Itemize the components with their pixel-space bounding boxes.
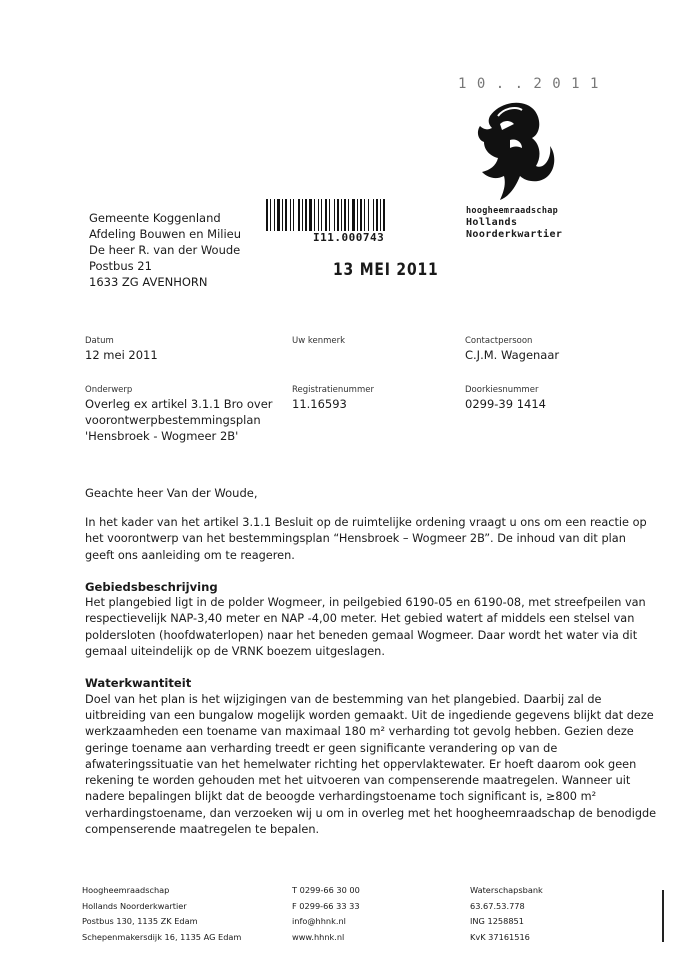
body-line: compenserende maatregelen te bepalen. [85,823,320,837]
section-paragraph-waterkwantiteit [85,692,675,839]
footer-line: Hollands Noorderkwartier [82,900,187,911]
doorkies-label: Doorkiesnummer [465,385,539,395]
recipient-line: Postbus 21 [89,259,152,273]
footer-website-link[interactable]: www.hhnk.nl [292,931,345,942]
body-line: geringe toename aan verharding treedt er geen significante verandering op van de [85,741,558,755]
body-line: gemaal uiteindelijk op de VRNK boezem uitgeslagen. [85,645,385,659]
body-line: In het kader van het artikel 3.1.1 Besluit op de ruimtelijke ordening vraagt u ons om een reactie op [85,516,647,529]
onderwerp-label: Onderwerp [85,385,133,395]
logo-line1: hoogheemraadschap [466,206,559,216]
recipient-line: Gemeente Koggenland [89,211,221,225]
body-line: nadere bepalingen blijkt dat de beoogde verhardingstoename toch significant is, ≥800 m² [85,790,597,804]
recipient-line: Afdeling Bouwen en Milieu [89,227,242,241]
recipient-line: De heer R. van der Woude [89,243,241,257]
footer-line: Postbus 130, 1135 ZK Edam [82,916,198,926]
footer-address [82,883,241,945]
section-paragraph-gebied [85,595,675,660]
footer-bank [470,883,543,945]
onderwerp-line: Overleg ex artikel 3.1.1 Bro over [85,397,273,411]
footer-line: 63.67.53.778 [470,900,525,911]
body-line: uitbreiding van een bungalow mogelijk worden gemaakt. Uit de ingediende gegevens blijkt dat deze [85,708,654,722]
letter-body [85,515,675,838]
salutation: Geachte heer Van der Woude, [85,486,258,500]
hhnk-logo-text [466,206,562,241]
body-line: poldersloten (hoofdwaterlopen) naar het beneden gemaal Wogmeer. Daar wordt het water via dit [85,628,638,642]
hhnk-logo-icon [470,96,560,201]
barcode-number: I11.000743 [313,231,385,244]
body-line: afwateringssituatie van het hemelwater richting het oppervlaktewater. Er hoeft daarom ook geen [85,757,637,771]
footer-contact [292,883,360,945]
body-line: rekening te worden gehouden met het uitvoeren van compenserende maatregelen. Wanneer uit [85,774,631,788]
body-line: Doel van het plan is het wijzigingen van de bestemming van het plangebied. Daarbij zal de [85,692,602,706]
barcode [266,199,440,231]
scan-edge-line [662,890,664,942]
recipient-address [89,210,241,290]
footer-line: Waterschapsbank [470,885,543,895]
doorkies-value: 0299-39 1414 [465,397,546,411]
datum-value: 12 mei 2011 [85,348,158,362]
footer-fax: F 0299-66 33 33 [292,900,360,911]
footer-phone: T 0299-66 30 00 [292,885,360,895]
onderwerp-line: voorontwerpbestemmingsplan [85,413,261,427]
body-line: Het plangebied ligt in de polder Wogmeer, in peilgebied 6190-05 en 6190-08, met streefpeilen van [85,596,646,610]
intro-paragraph [85,515,675,564]
footer-line: Hoogheemraadschap [82,885,170,895]
logo-line2: Hollands [466,217,518,228]
body-line: geeft ons aanleiding om te reageren. [85,548,295,562]
contact-label: Contactpersoon [465,336,533,346]
contact-value: C.J.M. Wagenaar [465,348,560,362]
onderwerp-value [85,396,273,444]
section-heading-gebied: Gebiedsbeschrijving [85,579,218,594]
logo-line3: Noorderkwartier [466,229,563,240]
recipient-line: 1633 ZG AVENHORN [89,275,208,289]
onderwerp-line: 'Hensbroek - Wogmeer 2B' [85,429,239,443]
footer-line: Schepenmakersdijk 16, 1135 AG Edam [82,931,242,942]
footer-line: KvK 37161516 [470,931,530,942]
section-heading-waterkwantiteit: Waterkwantiteit [85,676,192,691]
uw-kenmerk-label: Uw kenmerk [292,336,346,346]
registratie-label: Registratienummer [292,385,374,395]
stamp-top-mark: 1 0 . . 2 0 1 1 [458,76,600,92]
received-date-stamp: 13 MEI 2011 [333,260,439,280]
body-line: verhardingstoename, dan verzoeken wij u om in overleg met het hoogheemraadschap de benodigde [85,806,657,820]
body-line: het voorontwerp van het bestemmingsplan “Hensbroek – Wogmeer 2B”. De inhoud van dit plan [85,532,626,546]
footer-line: ING 1258851 [470,916,524,926]
body-line: werkzaamheden een toename van maximaal 180 m² verharding tot gevolg hebben. Gezien deze [85,725,634,739]
registratie-value: 11.16593 [292,397,347,411]
datum-label: Datum [85,336,114,346]
body-line: respectievelijk NAP-3,40 meter en NAP -4,00 meter. Het gebied watert af middels een stelsel van [85,612,635,626]
footer-email-link[interactable]: info@hhnk.nl [292,916,346,926]
